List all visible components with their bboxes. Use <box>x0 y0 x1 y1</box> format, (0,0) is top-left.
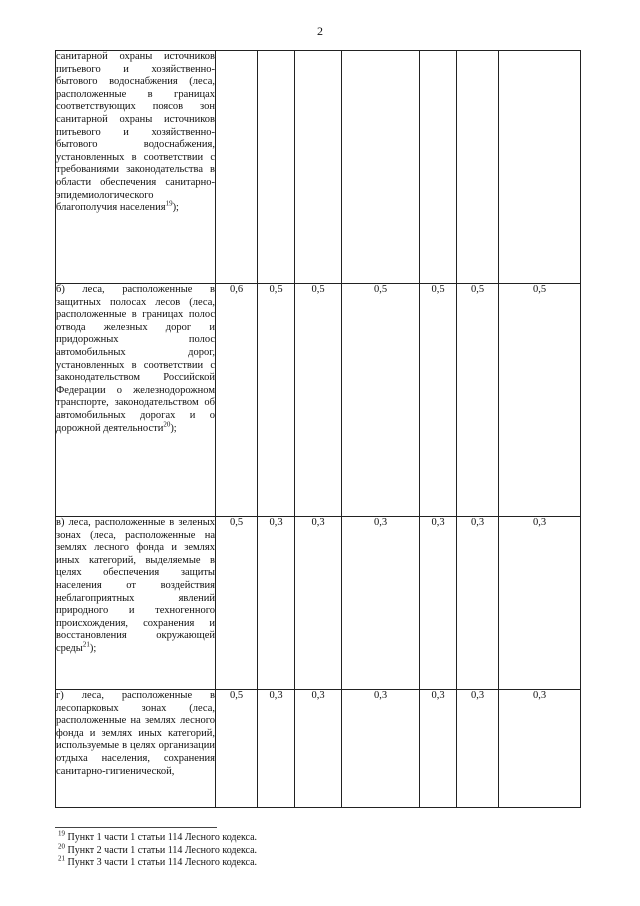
value-cell <box>295 51 342 284</box>
value-cell: 0,3 <box>342 517 420 690</box>
value-cell <box>216 51 258 284</box>
value-cell <box>420 51 457 284</box>
value-cell: 0,5 <box>420 284 457 517</box>
value-cell: 0,5 <box>258 284 295 517</box>
rates-table <box>55 50 581 808</box>
row-description: в) леса, расположенные в зеленых зонах (леса, расположенные на землях лесного фонда и землях иных категорий, выделяемые в целях обеспечения защиты населения от воздействия неблагоприятных явлений природного и техногенного происхождения, сохранения и восстановления окружающей среды$^{21}$); <box>56 517 216 690</box>
table-row <box>56 517 581 690</box>
value-cell: 0,5 <box>457 284 499 517</box>
value-cell <box>457 51 499 284</box>
table-row <box>56 51 581 284</box>
value-cell: 0,3 <box>499 690 581 808</box>
value-cell: 0,3 <box>258 690 295 808</box>
value-cell: 0,5 <box>216 517 258 690</box>
footnote-divider <box>55 827 217 828</box>
value-cell: 0,3 <box>342 690 420 808</box>
footnote: $^{21}$ Пункт 3 части 1 статьи 114 Лесного кодекса. <box>58 854 258 868</box>
row-description: санитарной охраны источников питьевого и хозяйственно-бытового водоснабжения (леса, расположенные в границах соответствующих поясов зон санитарной охраны источников питьевого и хозяйственно-бытового водоснабжения, установленных в соответствии с требованиями законодательства в области обеспечения санитарно-эпидемиологического благополучия населения$^{19}$); <box>56 51 216 284</box>
value-cell <box>258 51 295 284</box>
row-description: г) леса, расположенные в лесопарковых зонах (леса, расположенные на землях лесного фонда и землях иных категорий, используемые в целях организации отдыха населения, сохранения санитарно-гигиенической, <box>56 690 216 808</box>
value-cell <box>342 51 420 284</box>
value-cell: 0,5 <box>342 284 420 517</box>
footnote: $^{19}$ Пункт 1 части 1 статьи 114 Лесного кодекса. <box>58 829 258 843</box>
row-description: б) леса, расположенные в защитных полосах лесов (леса, расположенные в границах полос отвода железных дорог и придорожных полос автомобильных дорог, установленных в соответствии с законодательством Российской Федерации о железнодорожном транспорте, законодательством об автомобильных дорогах и о дорожной деятельности$^{20}$); <box>56 284 216 517</box>
table-row <box>56 284 581 517</box>
value-cell <box>499 51 581 284</box>
value-cell: 0,3 <box>420 517 457 690</box>
value-cell: 0,3 <box>295 517 342 690</box>
value-cell: 0,5 <box>216 690 258 808</box>
value-cell: 0,3 <box>420 690 457 808</box>
footnotes <box>58 829 258 870</box>
value-cell: 0,3 <box>295 690 342 808</box>
value-cell: 0,3 <box>457 517 499 690</box>
value-cell: 0,3 <box>457 690 499 808</box>
table-row <box>56 690 581 808</box>
page-number: 2 <box>317 24 323 38</box>
value-cell: 0,5 <box>295 284 342 517</box>
footnote: $^{20}$ Пункт 2 части 1 статьи 114 Лесного кодекса. <box>58 842 258 856</box>
value-cell: 0,3 <box>258 517 295 690</box>
value-cell: 0,5 <box>499 284 581 517</box>
value-cell: 0,6 <box>216 284 258 517</box>
value-cell: 0,3 <box>499 517 581 690</box>
